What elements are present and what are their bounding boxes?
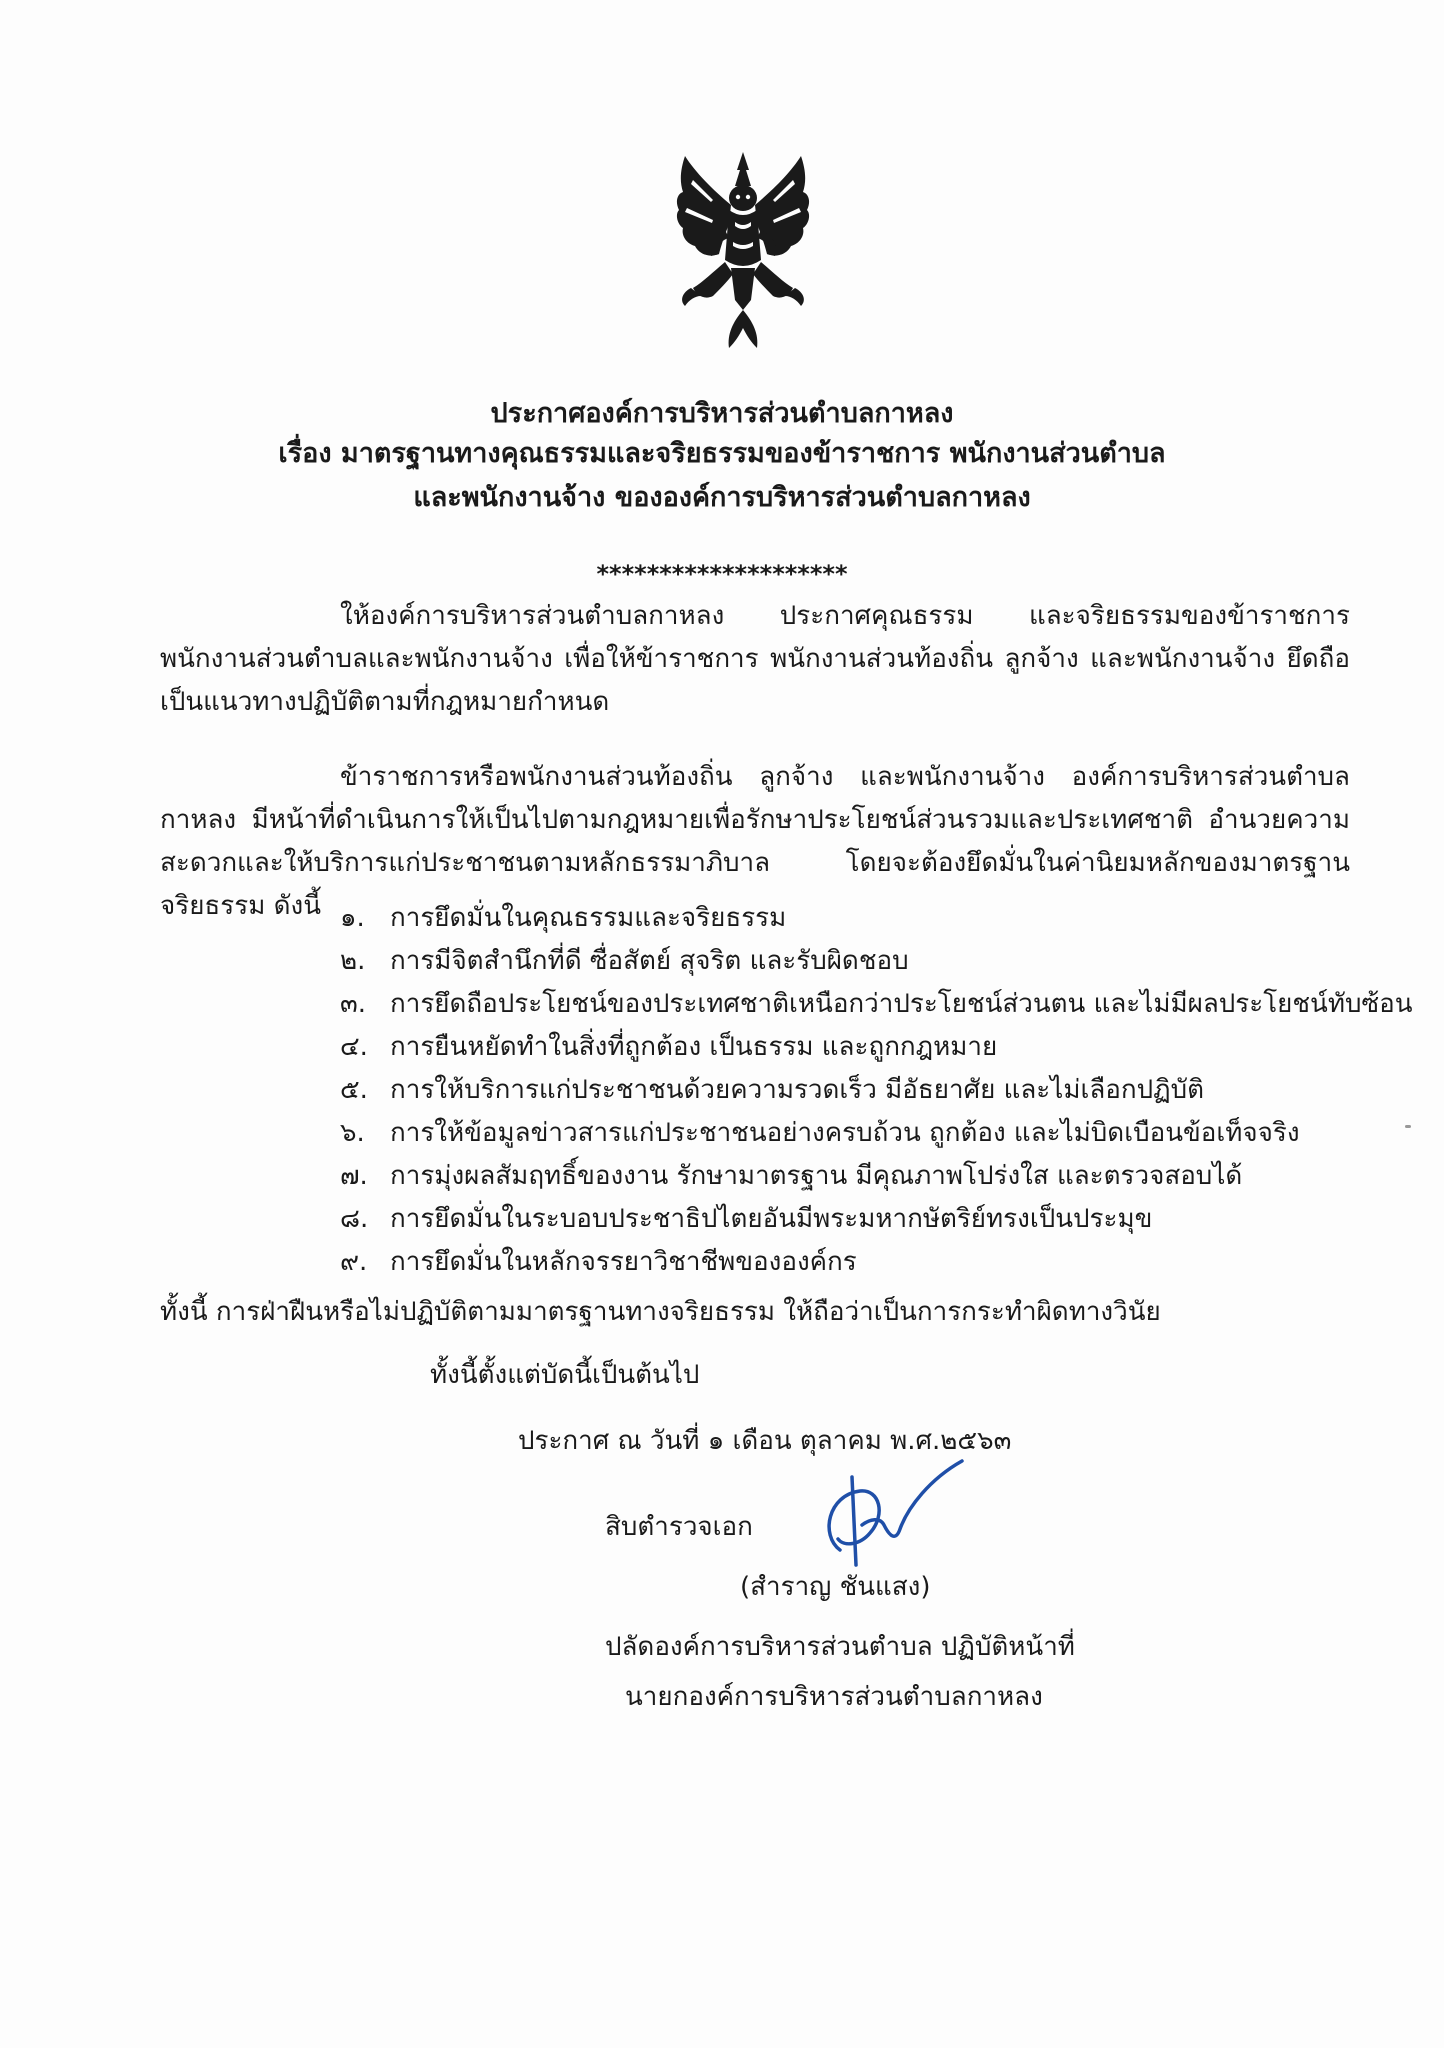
list-item xyxy=(340,897,1413,940)
list-item-text: การมุ่งผลสัมฤทธิ์ของงาน รักษามาตรฐาน มีคุณภาพโปร่งใส และตรวจสอบได้ xyxy=(390,1161,1243,1191)
list-item xyxy=(340,1026,1413,1069)
signer-name: (สำราญ ชันแสง) xyxy=(740,1572,931,1602)
ethics-list xyxy=(340,897,1413,1284)
list-item xyxy=(340,1069,1413,1112)
paper-speck xyxy=(1405,1125,1411,1128)
list-item-number: ๗. xyxy=(340,1161,368,1191)
paragraph-2: ข้าราชการหรือพนักงานส่วนท้องถิ่น ลูกจ้าง และพนักงานจ้าง องค์การบริหารส่วนตำบลกาหลง มีหน้าที่ดำเนินการให้เป็นไปตามกฎหมายเพื่อรักษาประโยชน์ส่วนรวมและประเทศชาติ อำนวยความสะดวกและให้บริการแก่ประชาชนตามหลักธรรมาภิบาล โดยจะต้องยึดมั่นในค่านิยมหลักของมาตรฐานจริยธรรม ดังนี้ xyxy=(160,762,1350,921)
announcement-date: ประกาศ ณ วันที่ ๑ เดือน ตุลาคม พ.ศ.๒๕๖๓ xyxy=(518,1426,1012,1456)
list-item-number: ๙. xyxy=(340,1247,368,1277)
list-item-number: ๒. xyxy=(340,946,366,976)
list-item-number: ๖. xyxy=(340,1118,365,1148)
list-item-text: การยึดมั่นในคุณธรรมและจริยธรรม xyxy=(390,903,787,933)
list-item-text: การยึดถือประโยชน์ของประเทศชาติเหนือกว่าประโยชน์ส่วนตน และไม่มีผลประโยชน์ทับซ้อน xyxy=(390,989,1413,1019)
list-item-number: ๕. xyxy=(340,1075,368,1105)
list-item-number: ๔. xyxy=(340,1032,368,1062)
garuda-emblem xyxy=(673,150,813,360)
closing-note: ทั้งนี้ การฝ่าฝืนหรือไม่ปฏิบัติตามมาตรฐานทางจริยธรรม ให้ถือว่าเป็นการกระทำผิดทางวินัย xyxy=(160,1297,1161,1327)
list-item-number: ๑. xyxy=(340,903,365,933)
paragraph-1: ให้องค์การบริหารส่วนตำบลกาหลง ประกาศคุณธรรม และจริยธรรมของข้าราชการ พนักงานส่วนตำบลและพนักงานจ้าง เพื่อให้ข้าราชการ พนักงานส่วนท้องถิ่น ลูกจ้าง และพนักงานจ้าง ยึดถือเป็นแนวทางปฏิบัติตามที่กฎหมายกำหนด xyxy=(160,601,1350,717)
list-item xyxy=(340,983,1413,1026)
list-item-text: การยึดมั่นในหลักจรรยาวิชาชีพขององค์กร xyxy=(390,1247,857,1277)
list-item xyxy=(340,1155,1413,1198)
signer-rank: สิบตำรวจเอก xyxy=(605,1512,753,1542)
signer-position-1: ปลัดองค์การบริหารส่วนตำบล ปฏิบัติหน้าที่ xyxy=(605,1632,1075,1662)
list-item xyxy=(340,1241,1413,1284)
subject-line-1: เรื่อง มาตรฐานทางคุณธรรมและจริยธรรมของข้าราชการ พนักงานส่วนตำบล xyxy=(278,438,1166,469)
list-item-number: ๓. xyxy=(340,989,367,1019)
list-item-text: การมีจิตสำนึกที่ดี ซื่อสัตย์ สุจริต และรับผิดชอบ xyxy=(390,946,909,976)
separator: ******************** xyxy=(596,560,848,588)
list-item xyxy=(340,1112,1413,1155)
list-item-text: การยึดมั่นในระบอบประชาธิปไตยอันมีพระมหากษัตริย์ทรงเป็นประมุข xyxy=(390,1204,1153,1234)
effective-statement: ทั้งนี้ตั้งแต่บัดนี้เป็นต้นไป xyxy=(430,1360,700,1390)
list-item xyxy=(340,940,1413,983)
list-item-text: การยืนหยัดทำในสิ่งที่ถูกต้อง เป็นธรรม และถูกกฎหมาย xyxy=(390,1032,998,1062)
announcement-title: ประกาศองค์การบริหารส่วนตำบลกาหลง xyxy=(490,398,954,429)
list-item xyxy=(340,1198,1413,1241)
subject-line-2: และพนักงานจ้าง ขององค์การบริหารส่วนตำบลกาหลง xyxy=(413,482,1031,513)
list-item-number: ๘. xyxy=(340,1204,369,1234)
signature xyxy=(800,1455,980,1575)
signer-position-2: นายกองค์การบริหารส่วนตำบลกาหลง xyxy=(625,1682,1043,1712)
list-item-text: การให้ข้อมูลข่าวสารแก่ประชาชนอย่างครบถ้วน ถูกต้อง และไม่บิดเบือนข้อเท็จจริง xyxy=(390,1118,1300,1148)
list-item-text: การให้บริการแก่ประชาชนด้วยความรวดเร็ว มีอัธยาศัย และไม่เลือกปฏิบัติ xyxy=(390,1075,1204,1105)
